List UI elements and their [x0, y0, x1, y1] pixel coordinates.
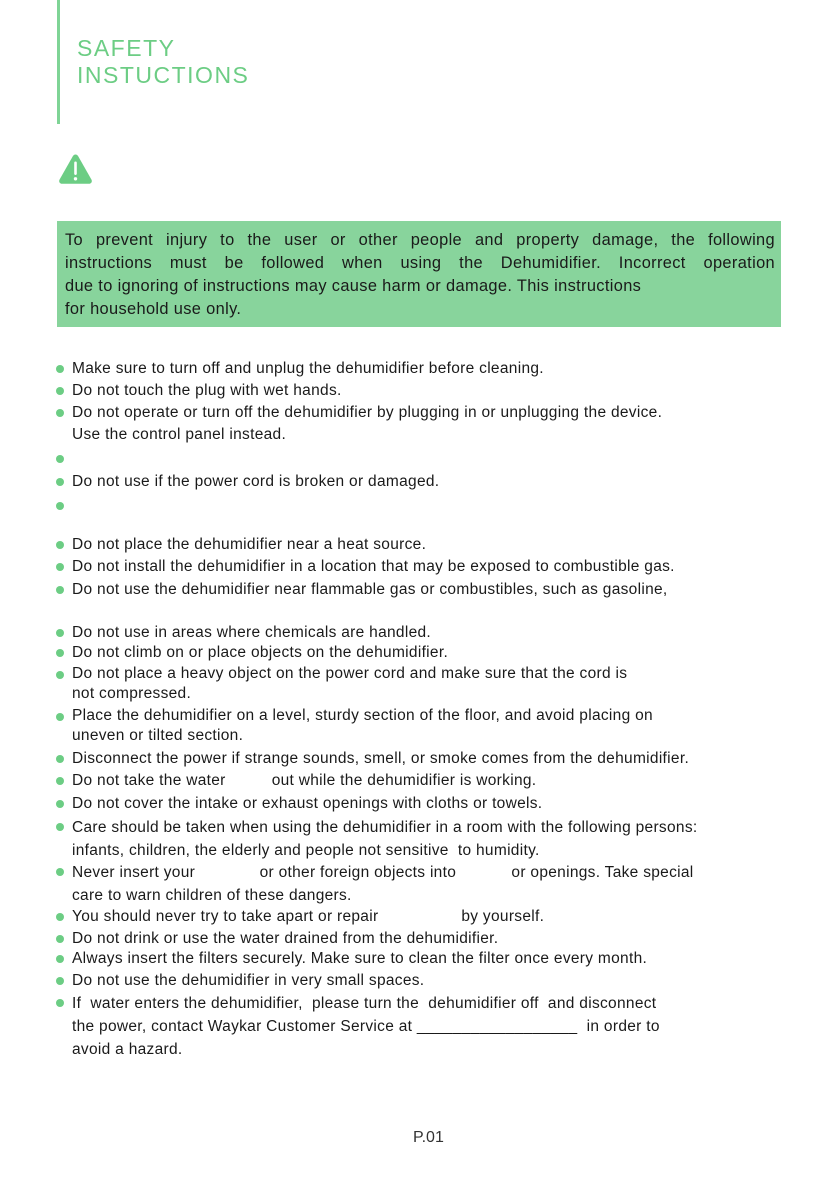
bullet-dot — [56, 365, 64, 373]
list-item: Do not climb on or place objects on the dehumidifier. — [72, 644, 449, 661]
list-item: Do not use the dehumidifier near flammable gas or combustibles, such as gasoline, — [72, 581, 668, 598]
bullet-dot — [56, 629, 64, 637]
list-item-text: Do not operate or turn off the dehumidifier by plugging in or unplugging the device. — [72, 404, 663, 421]
bullet-dot — [56, 387, 64, 395]
list-item-text: Care should be taken when using the dehumidifier in a room with the following persons: — [72, 819, 698, 836]
list-item — [72, 402, 662, 446]
list-item-continuation: Use the control panel instead. — [72, 426, 287, 443]
intro-line-4: for household use only. — [65, 300, 242, 318]
list-item: Do not place the dehumidifier near a heat source. — [72, 536, 427, 553]
bullet-dot — [56, 649, 64, 657]
bullet-dot — [56, 502, 64, 510]
bullet-dot — [56, 586, 64, 594]
bullet-dot — [56, 755, 64, 763]
title-line-1: SAFETY — [77, 35, 176, 61]
bullet-dot — [56, 409, 64, 417]
list-item-text: Place the dehumidifier on a level, sturdy section of the floor, and avoid placing on — [72, 707, 653, 724]
list-item-continuation: care to warn children of these dangers. — [72, 887, 352, 904]
list-item-continuation: the power, contact Waykar Customer Service at __________________ in order to — [72, 1018, 660, 1035]
intro-notice-box — [57, 221, 781, 327]
list-item-continuation: uneven or tilted section. — [72, 727, 244, 744]
bullet-dot — [56, 823, 64, 831]
bullet-dot — [56, 913, 64, 921]
warning-triangle-icon — [58, 153, 93, 185]
list-item-continuation-2: avoid a hazard. — [72, 1041, 183, 1058]
list-item: Always insert the filters securely. Make sure to clean the filter once every month. — [72, 950, 648, 967]
intro-line-3: due to ignoring of instructions may cause harm or damage. This instructions — [65, 277, 642, 295]
list-item — [72, 861, 694, 907]
bullet-dot — [56, 541, 64, 549]
list-item-text: If water enters the dehumidifier, please turn the dehumidifier off and disconnect — [72, 995, 657, 1012]
bullet-dot — [56, 777, 64, 785]
list-item: Do not cover the intake or exhaust openings with cloths or towels. — [72, 795, 543, 812]
bullet-dot — [56, 868, 64, 876]
list-item — [72, 706, 653, 746]
bullet-dot — [56, 800, 64, 808]
list-item: Do not use the dehumidifier in very small spaces. — [72, 972, 425, 989]
list-item: Do not use if the power cord is broken or damaged. — [72, 473, 440, 490]
list-item: Do not touch the plug with wet hands. — [72, 382, 342, 399]
list-item: Disconnect the power if strange sounds, smell, or smoke comes from the dehumidifier. — [72, 750, 690, 767]
list-item: Do not install the dehumidifier in a location that may be exposed to combustible gas. — [72, 558, 675, 575]
bullet-dot — [56, 563, 64, 571]
list-item: Do not use in areas where chemicals are handled. — [72, 624, 432, 641]
list-item — [72, 992, 660, 1061]
list-item-text: Do not place a heavy object on the power cord and make sure that the cord is — [72, 665, 628, 682]
page-number: P.01 — [413, 1129, 444, 1146]
bullet-dot — [56, 671, 64, 679]
list-item: Make sure to turn off and unplug the dehumidifier before cleaning. — [72, 360, 544, 377]
bullet-dot — [56, 478, 64, 486]
list-item-continuation: infants, children, the elderly and people not sensitive to humidity. — [72, 842, 540, 859]
title-line-2: INSTUCTIONS — [77, 62, 250, 88]
bullet-dot — [56, 955, 64, 963]
list-item — [72, 664, 627, 704]
list-item: Do not take the water out while the dehumidifier is working. — [72, 772, 537, 789]
bullet-dot — [56, 935, 64, 943]
list-item — [72, 816, 697, 862]
list-item-text: Never insert your or other foreign objects into or openings. Take special — [72, 864, 694, 881]
intro-line-1: To prevent injury to the user or other people and property damage, the following — [65, 231, 775, 249]
intro-line-2: instructions must be followed when using the Dehumidifier. Incorrect operation — [65, 254, 775, 272]
list-item-continuation: not compressed. — [72, 685, 192, 702]
list-item: Do not drink or use the water drained from the dehumidifier. — [72, 930, 499, 947]
list-item: You should never try to take apart or repair by yourself. — [72, 908, 545, 925]
header-accent-line — [57, 0, 60, 124]
bullet-dot — [56, 713, 64, 721]
bullet-dot — [56, 455, 64, 463]
bullet-dot — [56, 999, 64, 1007]
bullet-dot — [56, 977, 64, 985]
page-title — [77, 35, 249, 89]
